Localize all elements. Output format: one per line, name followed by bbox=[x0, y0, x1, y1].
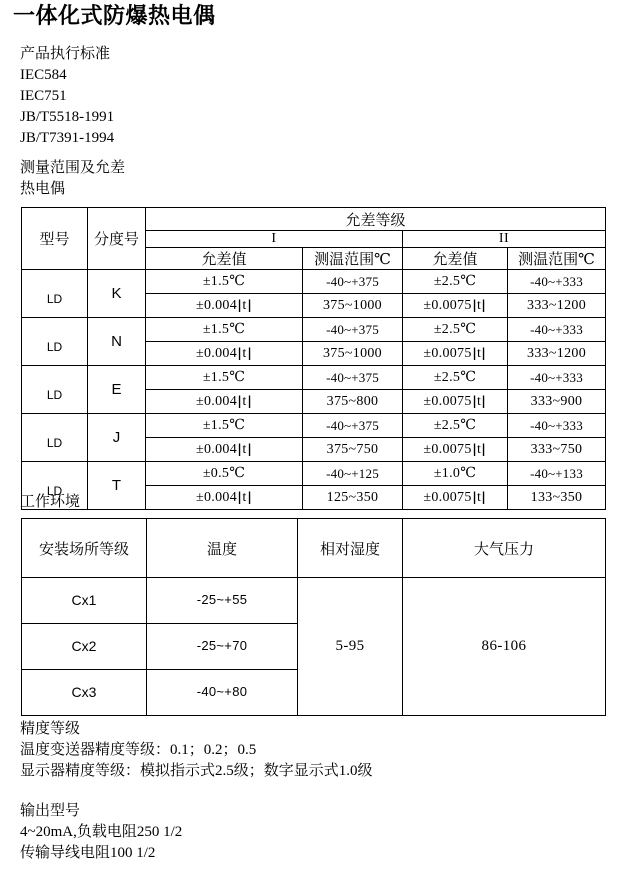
cell-tolerance-1: ±1.5℃ bbox=[146, 366, 303, 390]
cell-range-1: 375~1000 bbox=[303, 294, 403, 318]
product-standards-block bbox=[20, 44, 114, 149]
cell-tolerance-1: ±1.5℃ bbox=[146, 270, 303, 294]
cell-range-2: -40~+133 bbox=[508, 462, 606, 486]
header-humidity: 相对湿度 bbox=[298, 519, 403, 578]
header-tolerance-value-2: 允差值 bbox=[403, 248, 508, 270]
pressure-text: 86-106 bbox=[481, 638, 527, 654]
header-site-class: 安装场所等级 bbox=[22, 519, 147, 578]
site-class-text: Cx2 bbox=[71, 637, 97, 654]
temperature-text: -25~+55 bbox=[196, 592, 248, 607]
cell-tolerance-1: ±0.5℃ bbox=[146, 462, 303, 486]
standard-item-2: JB/T5518-1991 bbox=[20, 109, 115, 125]
output-wire-line: 传输导线电阻100 1/2 bbox=[20, 845, 156, 861]
cell-site-class bbox=[22, 670, 147, 716]
thermocouple-subheading: 热电偶 bbox=[20, 181, 66, 197]
table-header-row bbox=[22, 519, 606, 578]
cell-range-2: 333~750 bbox=[508, 438, 606, 462]
cell-tolerance-2: ±1.0℃ bbox=[403, 462, 508, 486]
cell-range-2: 133~350 bbox=[508, 486, 606, 510]
header-temperature: 温度 bbox=[147, 519, 298, 578]
product-standards-heading: 产品执行标准 bbox=[20, 46, 111, 62]
table-row bbox=[22, 318, 606, 342]
header-class-1: I bbox=[146, 231, 403, 248]
index-text: T bbox=[111, 476, 122, 494]
header-grade: 允差等级 bbox=[146, 208, 606, 231]
cell-tolerance-2: ±0.0075|t| bbox=[403, 342, 508, 366]
model-text: LD bbox=[46, 484, 63, 498]
cell-range-1: 375~750 bbox=[303, 438, 403, 462]
cell-temperature bbox=[147, 624, 298, 670]
standard-item-3: JB/T7391-1994 bbox=[20, 130, 115, 146]
index-text: E bbox=[111, 380, 122, 398]
cell-model bbox=[22, 366, 88, 414]
index-text: J bbox=[112, 428, 121, 446]
environment-table bbox=[21, 518, 606, 716]
cell-range-2: -40~+333 bbox=[508, 270, 606, 294]
cell-index bbox=[88, 462, 146, 510]
cell-range-2: -40~+333 bbox=[508, 318, 606, 342]
header-temp-range-2: 测温范围℃ bbox=[508, 248, 606, 270]
header-temp-range-1: 测温范围℃ bbox=[303, 248, 403, 270]
output-heading: 输出型号 bbox=[20, 803, 81, 819]
model-text: LD bbox=[46, 436, 63, 450]
cell-range-1: -40~+375 bbox=[303, 318, 403, 342]
cell-tolerance-1: ±0.004|t| bbox=[146, 390, 303, 414]
cell-range-1: -40~+125 bbox=[303, 462, 403, 486]
cell-tolerance-2: ±0.0075|t| bbox=[403, 294, 508, 318]
cell-tolerance-1: ±0.004|t| bbox=[146, 486, 303, 510]
cell-temperature bbox=[147, 670, 298, 716]
header-tolerance-value-1: 允差值 bbox=[146, 248, 303, 270]
accuracy-block bbox=[20, 719, 373, 782]
measurement-range-block bbox=[20, 158, 125, 200]
cell-range-2: -40~+333 bbox=[508, 366, 606, 390]
site-class-text: Cx3 bbox=[71, 683, 97, 700]
table-row bbox=[22, 462, 606, 486]
cell-range-1: -40~+375 bbox=[303, 414, 403, 438]
cell-index bbox=[88, 318, 146, 366]
cell-tolerance-2: ±2.5℃ bbox=[403, 318, 508, 342]
measurement-range-heading: 测量范围及允差 bbox=[20, 160, 126, 176]
cell-range-1: -40~+375 bbox=[303, 366, 403, 390]
cell-site-class bbox=[22, 624, 147, 670]
cell-range-2: 333~1200 bbox=[508, 342, 606, 366]
table-row bbox=[22, 270, 606, 294]
humidity-text: 5-95 bbox=[335, 638, 365, 654]
table-row bbox=[22, 578, 606, 624]
cell-tolerance-2: ±2.5℃ bbox=[403, 366, 508, 390]
cell-tolerance-1: ±1.5℃ bbox=[146, 414, 303, 438]
site-class-text: Cx1 bbox=[71, 591, 97, 608]
cell-range-2: -40~+333 bbox=[508, 414, 606, 438]
header-class-2: II bbox=[403, 231, 606, 248]
cell-tolerance-2: ±2.5℃ bbox=[403, 414, 508, 438]
standard-item-1: IEC751 bbox=[20, 88, 67, 104]
cell-temperature bbox=[147, 578, 298, 624]
header-pressure: 大气压力 bbox=[403, 519, 606, 578]
cell-tolerance-2: ±0.0075|t| bbox=[403, 486, 508, 510]
model-text: LD bbox=[46, 340, 63, 354]
environment-heading: 工作环境 bbox=[20, 494, 81, 510]
header-index: 分度号 bbox=[88, 208, 146, 270]
cell-model bbox=[22, 318, 88, 366]
cell-tolerance-2: ±0.0075|t| bbox=[403, 390, 508, 414]
accuracy-transmitter-line: 温度变送器精度等级：0.1；0.2；0.5 bbox=[20, 742, 257, 758]
model-text: LD bbox=[46, 388, 63, 402]
cell-tolerance-2: ±0.0075|t| bbox=[403, 438, 508, 462]
table-row bbox=[22, 414, 606, 438]
cell-humidity bbox=[298, 578, 403, 716]
cell-tolerance-2: ±2.5℃ bbox=[403, 270, 508, 294]
cell-tolerance-1: ±0.004|t| bbox=[146, 342, 303, 366]
cell-range-1: 375~1000 bbox=[303, 342, 403, 366]
cell-index bbox=[88, 414, 146, 462]
cell-index bbox=[88, 366, 146, 414]
cell-site-class bbox=[22, 578, 147, 624]
cell-index bbox=[88, 270, 146, 318]
cell-range-1: -40~+375 bbox=[303, 270, 403, 294]
output-block bbox=[20, 801, 182, 864]
cell-tolerance-1: ±1.5℃ bbox=[146, 318, 303, 342]
index-text: N bbox=[111, 332, 122, 350]
accuracy-display-line: 显示器精度等级：模拟指示式2.5级；数字显示式1.0级 bbox=[20, 763, 373, 779]
page-title: 一体化式防爆热电偶 bbox=[13, 3, 216, 28]
output-current-line: 4~20mA,负载电阻250 1/2 bbox=[20, 824, 183, 840]
cell-tolerance-1: ±0.004|t| bbox=[146, 438, 303, 462]
standard-item-0: IEC584 bbox=[20, 67, 67, 83]
cell-range-1: 375~800 bbox=[303, 390, 403, 414]
cell-range-2: 333~1200 bbox=[508, 294, 606, 318]
model-text: LD bbox=[46, 292, 63, 306]
accuracy-heading: 精度等级 bbox=[20, 721, 81, 737]
cell-model bbox=[22, 270, 88, 318]
tolerance-table bbox=[21, 207, 606, 510]
cell-model bbox=[22, 414, 88, 462]
cell-tolerance-1: ±0.004|t| bbox=[146, 294, 303, 318]
table-row bbox=[22, 366, 606, 390]
index-text: K bbox=[111, 284, 122, 302]
header-model: 型号 bbox=[22, 208, 88, 270]
cell-range-1: 125~350 bbox=[303, 486, 403, 510]
temperature-text: -40~+80 bbox=[196, 684, 248, 699]
cell-pressure bbox=[403, 578, 606, 716]
table-header-row-grade bbox=[22, 208, 606, 231]
temperature-text: -25~+70 bbox=[196, 638, 248, 653]
cell-range-2: 333~900 bbox=[508, 390, 606, 414]
